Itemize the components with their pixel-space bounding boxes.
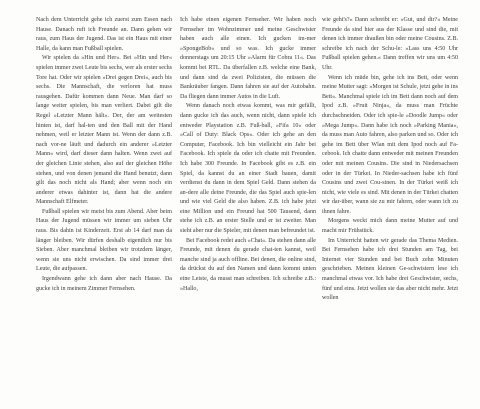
paragraph: Ich habe einen eigenen Fernseher. Wir haben noch Fernseher im Wohnzimmer und meine Geschwister haben auch alle einen. Ich gucken im-mer »SpongeBob« und so was. Ich gucke immer donnerstags um 20:15 Uhr »Alarm für Cobra 11«. Das kommt bei RTL. Da überfallen z.B. welche eine Bank, und dann sind da zwei Polizisten, die müssen die Bankräuber fangen. Dann fahren sie auf der Autobahn. Da fliegen dann immer Autos in die Luft. xyxy=(180,17,316,100)
text-column-2 xyxy=(180,16,316,294)
paragraph: Bei Facebook redet auch »Chat«. Da stehen dann alle Freunde, mit denen du gerade chat-ten kannst, weil manche sind ja auch offline. Bei denen, die online sind, da drückst du auf den Namen und dann kommt unten eine Leiste, da musst man schreiben. Ich schreibe z.B.: »Hallo, xyxy=(180,237,316,292)
paragraph: Wenn danach noch etwas kommt, was mir gefällt, dann gucke ich das auch, wenn nicht, dann spiele ich entweder Playstation z.B. Fuß-ball, »Fifa 10« oder »Call of Duty: Black Ops«. Oder ich gehe an den Computer, Facebook. Ich bin vielleicht ein Jahr bei Facebook. Ich spiele da oder ich chatte mit Freunden. Ich habe 300 Freunde. In Facebook gibt es z.B. ein Spiel, da kannst du an einer Stadt bauen, damit verdienst du dann in dem Spiel Geld. Dann stehen da an-dere alle deine Freunde, die das Spiel auch spie-len und wie viel Geld die also haben. Z.B. ich habe jetzt eine Million und ein Freund hat 500 Tausend, dann stehe ich z.B. an erster Stelle und er ist zweiter. Man sieht aber nur die Spieler, mit denen man befreundet ist. xyxy=(180,103,316,235)
paragraph: wie geht's?« Dann schreibt er: »Gut, und dir?« Meine Freunde da sind hier aus der Klasse und sind die, mit denen ich immer draußen bin oder meine Cousins. Z.B. schreibe ich nach der Schu-le: »Lass uns 4:50 Uhr Fußball spielen gehen.« Dann treffen wir uns um 4:50 Uhr. xyxy=(322,17,458,71)
paragraph: Fußball spielen wir meist bis zum Abend. Aber beim Haus der Jugend müssen wir immer um sieben Uhr raus. Bis dahin ist Kinderzeit. Erst ab 14 darf man da länger bleiben. Wir dürfen deshalb eigentlich nur bis Sieben. Aber manchmal bleiben wir trotzdem länger, wenn sie uns nicht erwischen. Da sind immer drei Leute, die aufpassen. xyxy=(36,208,172,273)
text-column-1 xyxy=(36,16,172,294)
paragraph: Nach dem Unterricht gehe ich zuerst zum Essen nach Hause. Danach ruft ich Freunde an. Dann gehen wir raus, zum Haus der Jugend. Das ist ein Haus mit einer Halle, da kann man Fußball spielen. xyxy=(36,17,172,52)
paragraph: Im Unterricht hatten wir gerade das Thema Medien. Bei Fernsehen habe ich drei Stunden am Tag, bei Internet vier Stunden und bei Buch zehn Minuten geschrieben. Meinen kleinen Ge-schwistern lese ich manchmal etwas vor. Ich habe drei Geschwister, sechs, fünf und eins. Jetzt wollen sie das aber nicht mehr. Jetzt wollen xyxy=(322,237,458,302)
text-column-3 xyxy=(322,16,458,304)
paragraph: Morgens weckt mich dann meine Mutter auf und macht mir Frühstück. xyxy=(322,218,458,235)
paragraph: Wir spielen da »Hin und Her«. Bei »Hin und Her« spielen immer zwei Leute bis sechs, wer als erster sechs Tore hat. Oder wir spielen »Drei gegen Drei«, auch bis sechs. Die Mannschaft, die verloren hat muss rausgehen. Dafür kommen dann Neue. Man darf so lange weiter spielen, bis man verliert. Dabei gilt die Regel »Letzter Mann hält«. Der, der am weitesten hinten ist, darf hal-ten und den Ball mit der Hand nehmen, weil er letzter Mann ist. Wenn der dann z.B. nach vor-ne läuft und dadurch ein anderer »Letzter Mann« wird, darf dieser dann halten. Wenn zwei auf der gleichen Linie stehen, also auf der gleichen Höhe stehen, und von denen jemand die Hand benutzt, dann gilt das noch nicht als Hand; aber wenn noch ein anderer etwas dahinter ist, dann hat die andere Mannschaft Elfmeter. xyxy=(36,55,172,206)
paragraph: Wenn ich müde bin, gehe ich ins Bett, oder wenn meine Mutter sagt: »Morgen ist Schule, jetzt gehe in ins Bett«. Manchmal spiele ich im Bett dann noch auf dem Ipod z.B. »Fruit Ninja«, da muss man Früchte durchschneiden. Oder ich spie-le »Doodle Jump« oder »Mega Jump«. Dann habe ich noch »Parking Mania«, da muss man Auto fahren, also parken und so. Oder ich gehe im Bett über Wlan mit dem Ipod noch auf Fa-cebook. Ich chatte dann entweder mit meinen Freunden oder mit meinen Cousins. Die sind in Niedersachsen oder in der Türkei. In Nieder-sachsen habe ich fünf Cousins und zwei Cou-sinen. In der Türkei weiß ich nicht, wie viele es sind. Mit denen in der Türkei chatten wir dar-über, wann sie zu mir fahren, oder wann ich zu ihnen fahre. xyxy=(322,74,458,215)
paragraph: Irgendwann gehe ich dann aber nach Hause. Da gucke ich in meinem Zimmer Fernsehen. xyxy=(36,276,172,292)
